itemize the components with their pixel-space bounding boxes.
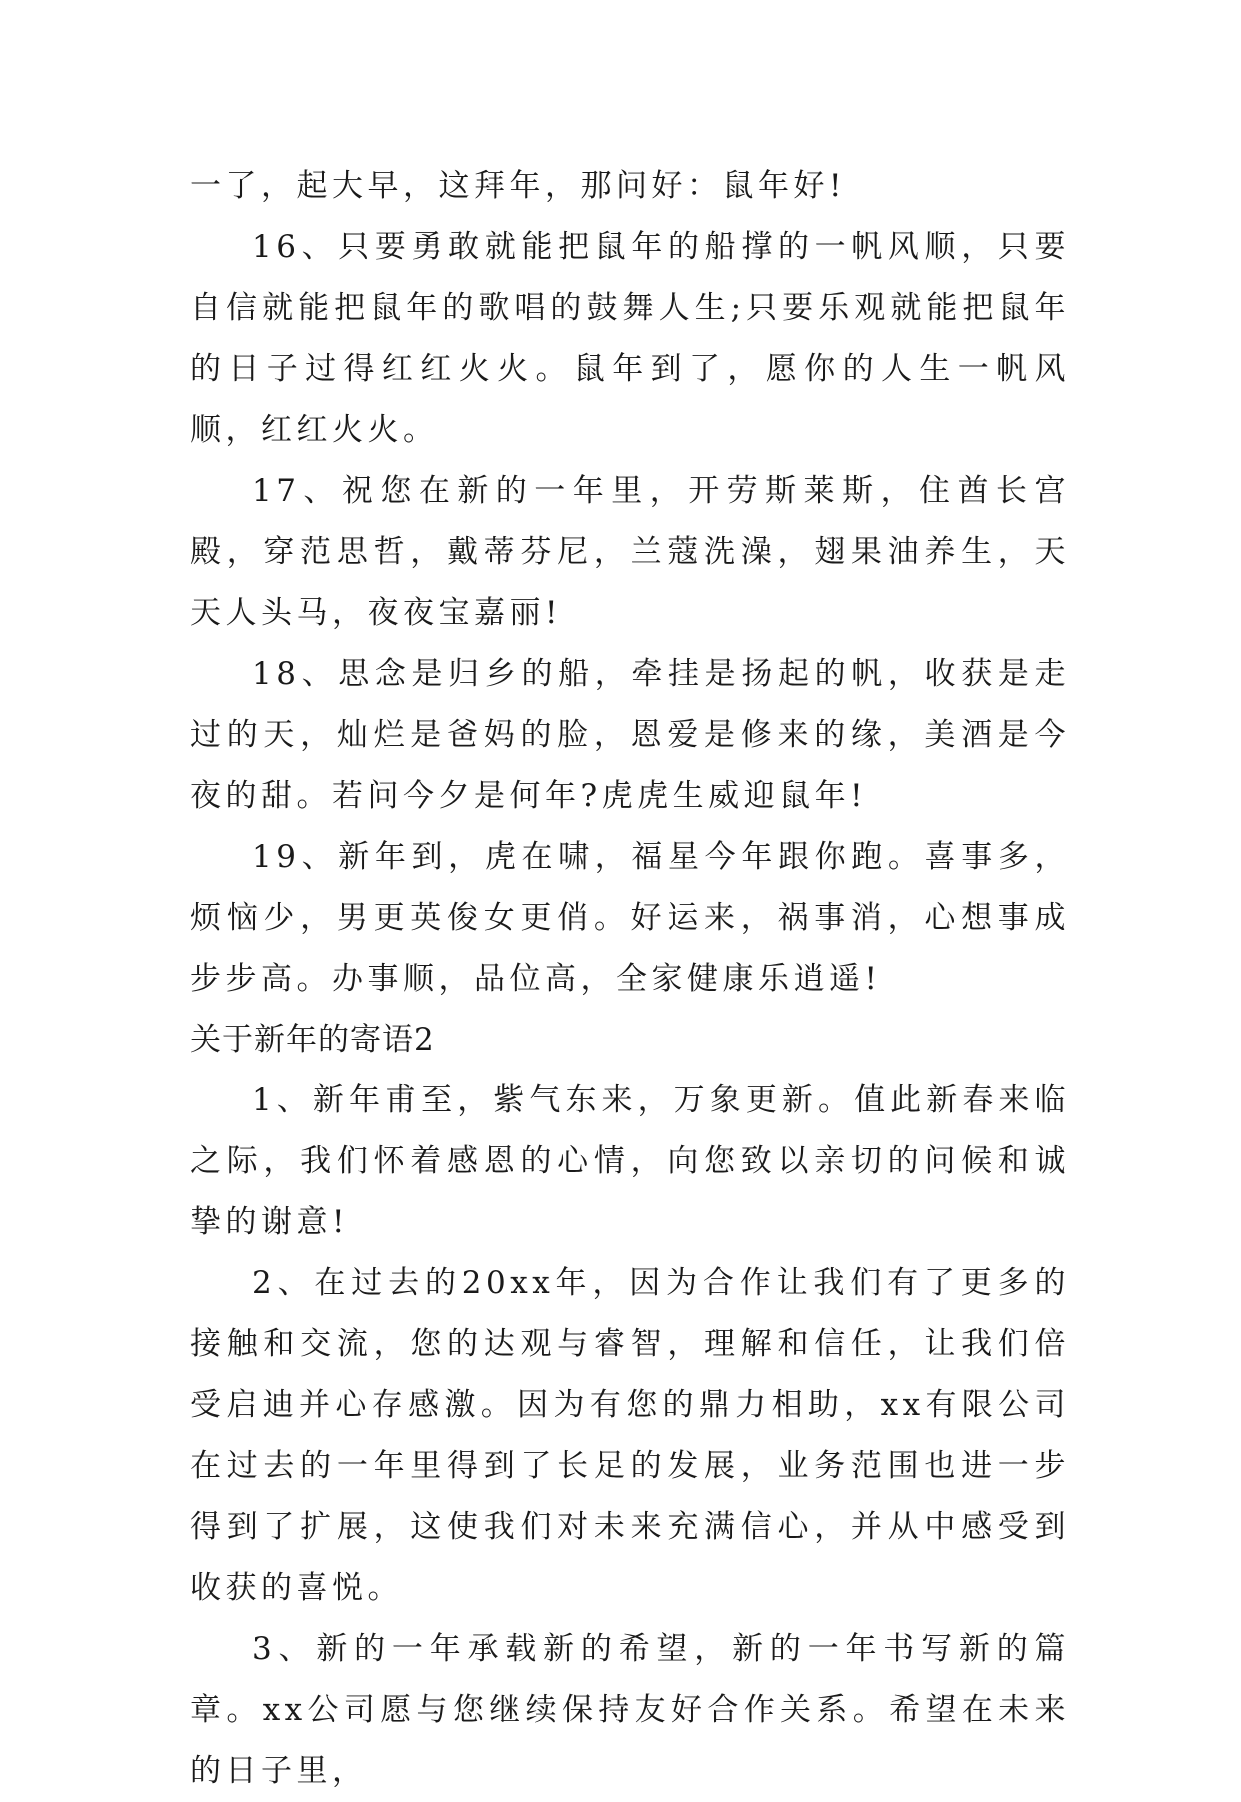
paragraph-item-17: 17、祝您在新的一年里，开劳斯莱斯，住酋长宫殿，穿范思哲，戴蒂芬尼，兰蔻洗澡，翅果油养生，天天人头马，夜夜宝嘉丽! (190, 473, 1070, 631)
paragraph-item-16: 16、只要勇敢就能把鼠年的船撑的一帆风顺，只要自信就能把鼠年的歌唱的鼓舞人生;只要乐观就能把鼠年的日子过得红红火火。鼠年到了，愿你的人生一帆风顺，红红火火。 (190, 229, 1070, 448)
paragraph-continuation: 一了，起大早，这拜年，那问好：鼠年好! (190, 168, 846, 204)
paragraph-item-18: 18、思念是归乡的船，牵挂是扬起的帆，收获是走过的天，灿烂是爸妈的脸，恩爱是修来的缘，美酒是今夜的甜。若问今夕是何年?虎虎生威迎鼠年! (190, 656, 1070, 814)
paragraph-item-1: 1、新年甫至，紫气东来，万象更新。值此新春来临之际，我们怀着感恩的心情，向您致以亲切的问候和诚挚的谢意! (190, 1082, 1070, 1240)
document-body (190, 156, 1070, 1802)
paragraph-item-19: 19、新年到，虎在啸，福星今年跟你跑。喜事多，烦恼少，男更英俊女更俏。好运来，祸事消，心想事成步步高。办事顺，品位高，全家健康乐逍遥! (190, 839, 1070, 997)
section-heading: 关于新年的寄语2 (190, 1022, 435, 1058)
paragraph-item-3: 3、新的一年承载新的希望，新的一年书写新的篇章。xx公司愿与您继续保持友好合作关系。希望在未来的日子里， (190, 1631, 1070, 1789)
paragraph-item-2: 2、在过去的20xx年，因为合作让我们有了更多的接触和交流，您的达观与睿智，理解和信任，让我们倍受启迪并心存感激。因为有您的鼎力相助，xx有限公司在过去的一年里得到了长足的发展，业务范围也进一步得到了扩展，这使我们对未来充满信心，并从中感受到收获的喜悦。 (190, 1265, 1070, 1606)
